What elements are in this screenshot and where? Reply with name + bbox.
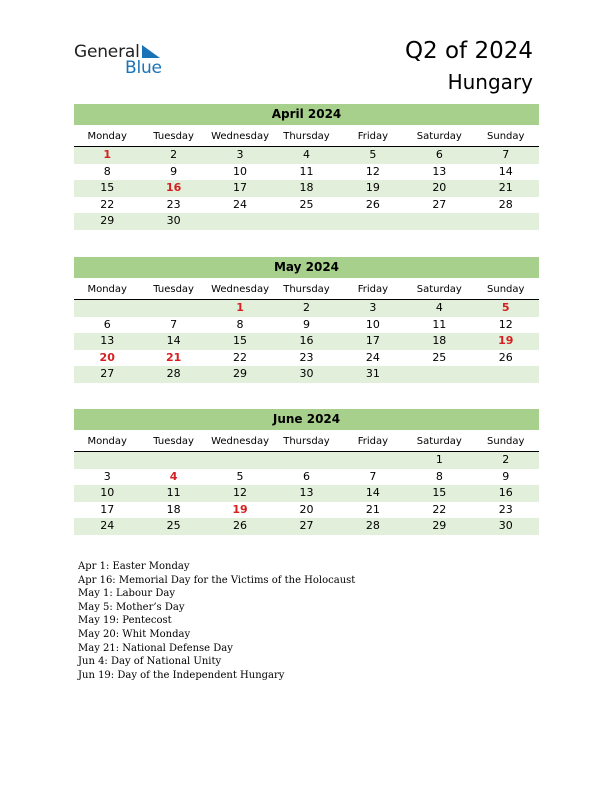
- date-cell: 21: [498, 181, 513, 194]
- date-cell: 18: [166, 502, 181, 516]
- date-cell: 14: [166, 334, 181, 347]
- date-cell: 11: [299, 164, 314, 178]
- week-row: [74, 350, 539, 367]
- date-cell: 9: [170, 164, 178, 178]
- weekday-label: Monday: [87, 436, 127, 447]
- date-cell: [207, 213, 273, 230]
- generalblue-logo: [74, 42, 174, 78]
- date-cell: 23: [498, 502, 513, 516]
- date-cell: 24: [100, 519, 115, 532]
- date-cell: 7: [170, 317, 178, 331]
- date-cell: 26: [365, 197, 380, 211]
- week-row: [74, 469, 539, 486]
- date-cell: 2: [502, 453, 510, 466]
- date-cell: 2: [302, 301, 310, 314]
- date-cell: 25: [166, 519, 181, 532]
- date-cell: 15: [432, 486, 447, 499]
- date-cell: 12: [365, 164, 380, 178]
- date-cell: 13: [100, 334, 115, 347]
- date-cell: 19: [365, 181, 380, 194]
- holiday-date-cell: 4: [169, 469, 178, 483]
- week-row: [74, 164, 539, 181]
- week-row: [74, 366, 539, 383]
- week-row: [74, 502, 539, 519]
- date-cell: 29: [100, 214, 115, 227]
- holiday-list-item: May 20: Whit Monday: [78, 628, 191, 640]
- date-cell: 2: [170, 148, 178, 161]
- date-cell: 24: [233, 197, 248, 211]
- date-cell: 9: [502, 469, 510, 483]
- month-title: April 2024: [74, 104, 539, 125]
- date-cell: [207, 452, 273, 469]
- date-cell: 6: [302, 469, 310, 483]
- holiday-list-item: May 5: Mother’s Day: [78, 601, 185, 613]
- holiday-list-item: Apr 16: Memorial Day for the Victims of the Holocaust: [78, 574, 356, 586]
- date-cell: 8: [103, 164, 111, 178]
- holiday-list-item: Jun 19: Day of the Independent Hungary: [78, 669, 285, 681]
- weekday-label: Thursday: [283, 131, 330, 142]
- week-row: [74, 518, 539, 535]
- weekday-label: Tuesday: [153, 131, 194, 142]
- date-cell: 15: [233, 334, 248, 347]
- date-cell: 11: [166, 486, 181, 499]
- holiday-list: [78, 560, 355, 682]
- date-cell: 30: [498, 519, 513, 532]
- holiday-date-cell: 5: [501, 301, 510, 314]
- date-cell: [273, 452, 339, 469]
- date-cell: 6: [435, 148, 443, 161]
- date-cell: 28: [365, 519, 380, 532]
- date-cell: 16: [498, 486, 513, 499]
- date-cell: [473, 213, 539, 230]
- week-row: [74, 452, 539, 469]
- date-cell: 3: [369, 301, 377, 314]
- month-calendar: [74, 104, 539, 230]
- month-title: June 2024: [74, 409, 539, 430]
- date-cell: 13: [299, 486, 314, 499]
- date-cell: 1: [435, 453, 443, 466]
- date-cell: 9: [302, 317, 310, 331]
- week-row: [74, 213, 539, 230]
- page-title: Q2 of 2024: [404, 38, 533, 64]
- date-cell: [140, 300, 206, 317]
- date-cell: 12: [498, 317, 513, 331]
- date-cell: [340, 452, 406, 469]
- date-cell: 25: [299, 197, 314, 211]
- weekday-label: Friday: [357, 284, 389, 295]
- date-cell: 27: [299, 519, 314, 532]
- date-cell: 17: [233, 181, 248, 194]
- date-cell: 5: [369, 148, 377, 161]
- date-cell: 26: [498, 350, 513, 364]
- date-cell: 14: [498, 164, 513, 178]
- weekday-label: Friday: [357, 436, 389, 447]
- date-cell: 17: [100, 502, 115, 516]
- date-cell: 15: [100, 181, 115, 194]
- date-cell: 5: [236, 469, 244, 483]
- week-row: [74, 197, 539, 214]
- date-cell: 7: [369, 469, 377, 483]
- date-cell: [74, 300, 140, 317]
- date-cell: 14: [365, 486, 380, 499]
- date-cell: 10: [365, 317, 380, 331]
- weekday-label: Sunday: [487, 436, 525, 447]
- date-cell: 8: [236, 317, 244, 331]
- holiday-date-cell: 21: [165, 350, 182, 364]
- weekday-label: Saturday: [416, 284, 462, 295]
- date-cell: [74, 452, 140, 469]
- logo-blue-text: Blue: [125, 58, 162, 78]
- date-cell: 28: [498, 197, 513, 211]
- week-row: [74, 300, 539, 317]
- date-cell: 23: [299, 350, 314, 364]
- date-cell: 18: [299, 181, 314, 194]
- date-cell: 24: [365, 350, 380, 364]
- weekday-label: Sunday: [487, 284, 525, 295]
- date-cell: 20: [432, 181, 447, 194]
- logo-general-text: General: [74, 42, 140, 62]
- weekday-label: Monday: [87, 131, 127, 142]
- month-calendar: [74, 257, 539, 383]
- date-cell: [273, 213, 339, 230]
- holiday-date-cell: 19: [498, 334, 514, 347]
- date-cell: [406, 213, 472, 230]
- weekday-header-row: [74, 433, 539, 452]
- date-cell: 3: [236, 148, 244, 161]
- weekday-label: Friday: [357, 131, 389, 142]
- holiday-list-item: May 1: Labour Day: [78, 588, 175, 600]
- holiday-date-cell: 1: [103, 148, 112, 161]
- date-cell: 30: [166, 214, 181, 227]
- date-cell: 28: [166, 367, 181, 380]
- weekday-label: Saturday: [416, 131, 462, 142]
- holiday-date-cell: 16: [165, 181, 182, 194]
- month-title: May 2024: [74, 257, 539, 278]
- holiday-list-item: May 19: Pentecost: [78, 615, 172, 627]
- date-cell: 4: [302, 148, 310, 161]
- date-cell: 31: [365, 367, 380, 380]
- date-cell: 10: [233, 164, 248, 178]
- weekday-label: Thursday: [283, 436, 330, 447]
- weekday-label: Wednesday: [211, 436, 269, 447]
- date-cell: [140, 452, 206, 469]
- date-cell: 23: [166, 197, 181, 211]
- week-row: [74, 147, 539, 164]
- weekday-label: Tuesday: [153, 284, 194, 295]
- date-cell: 10: [100, 486, 115, 499]
- month-calendar: [74, 409, 539, 535]
- date-cell: [406, 366, 472, 383]
- date-cell: 18: [432, 334, 447, 347]
- week-row: [74, 485, 539, 502]
- weekday-header-row: [74, 281, 539, 300]
- date-cell: 21: [365, 502, 380, 516]
- weekday-label: Thursday: [283, 284, 330, 295]
- weekday-label: Monday: [87, 284, 127, 295]
- date-cell: [340, 213, 406, 230]
- holiday-date-cell: 1: [236, 301, 244, 314]
- weekday-header-row: [74, 128, 539, 147]
- date-cell: 20: [299, 502, 314, 516]
- date-cell: 27: [432, 197, 447, 211]
- date-cell: 8: [435, 469, 443, 483]
- weekday-label: Saturday: [416, 436, 462, 447]
- date-cell: 26: [233, 519, 248, 532]
- date-cell: 22: [233, 350, 248, 364]
- weekday-label: Sunday: [487, 131, 525, 142]
- date-cell: 29: [233, 367, 248, 380]
- holiday-date-cell: 20: [99, 350, 115, 364]
- date-cell: 27: [100, 367, 115, 380]
- holiday-list-item: May 21: National Defense Day: [78, 642, 233, 654]
- date-cell: 12: [233, 486, 248, 499]
- holiday-list-item: Apr 1: Easter Monday: [78, 561, 190, 572]
- holiday-date-cell: 19: [232, 502, 248, 516]
- date-cell: 22: [432, 502, 447, 516]
- week-row: [74, 333, 539, 350]
- date-cell: 11: [432, 317, 447, 331]
- date-cell: 6: [103, 317, 111, 331]
- weekday-label: Tuesday: [153, 436, 194, 447]
- weekday-label: Wednesday: [211, 131, 269, 142]
- date-cell: 7: [502, 148, 510, 161]
- date-cell: 22: [100, 197, 115, 211]
- holiday-list-item: Jun 4: Day of National Unity: [78, 656, 222, 668]
- weekday-label: Wednesday: [211, 284, 269, 295]
- week-row: [74, 317, 539, 334]
- country-name: Hungary: [447, 70, 533, 94]
- date-cell: 16: [299, 334, 314, 347]
- date-cell: [473, 366, 539, 383]
- date-cell: 25: [432, 350, 447, 364]
- date-cell: 17: [365, 334, 380, 347]
- date-cell: 4: [435, 301, 443, 314]
- date-cell: 29: [432, 519, 447, 532]
- date-cell: 30: [299, 367, 314, 380]
- date-cell: 3: [103, 469, 111, 483]
- week-row: [74, 180, 539, 197]
- date-cell: 13: [432, 164, 447, 178]
